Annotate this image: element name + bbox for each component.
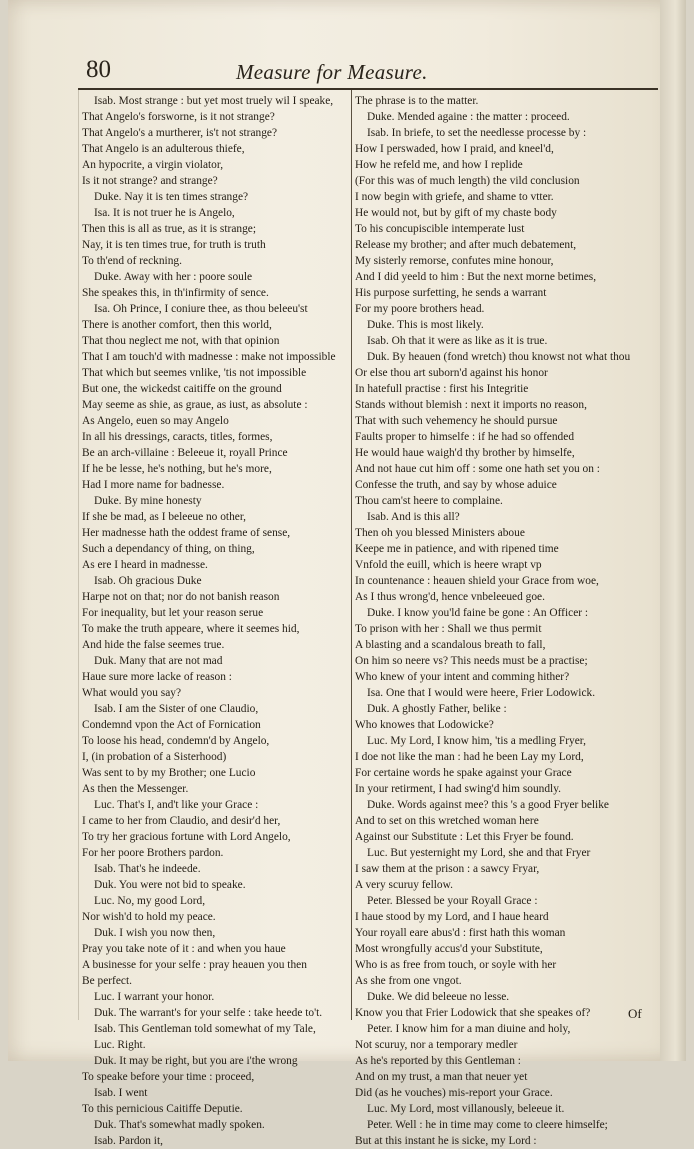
text-line: Peter. I know him for a man diuine and holy, — [367, 1023, 571, 1035]
text-line: But one, the wickedst caitiffe on the ground — [82, 383, 282, 395]
book-page — [8, 0, 686, 1147]
text-line: As I thus wrong'd, hence vnbeleeued goe. — [355, 591, 545, 603]
text-line: Was sent to by my Brother; one Lucio — [82, 767, 256, 779]
text-line: Luc. Right. — [94, 1039, 146, 1051]
text-line: Isab. I went — [94, 1087, 148, 1099]
text-line: I doe not like the man : had he been Lay my Lord, — [355, 751, 584, 763]
text-line: Is it not strange? and strange? — [82, 175, 218, 187]
right-text-column — [355, 93, 657, 1149]
text-line: For inequality, but let your reason serue — [82, 607, 264, 619]
text-line: In all his dressings, caracts, titles, formes, — [82, 431, 273, 443]
text-line: Pray you take note of it : and when you haue — [82, 943, 286, 955]
text-line: Then oh you blessed Ministers aboue — [355, 527, 525, 539]
text-line: Isab. Most strange : but yet most truely wil I speake, — [94, 95, 334, 107]
text-line: And I did yeeld to him : But the next morne betimes, — [355, 271, 597, 283]
text-line: Duke. Nay it is ten times strange? — [94, 191, 249, 203]
text-line: I came to her from Claudio, and desir'd her, — [82, 815, 281, 827]
text-line: Duke. Away with her : poore soule — [94, 271, 253, 283]
left-margin-rule — [78, 88, 79, 1020]
text-line: To loose his head, condemn'd by Angelo, — [82, 735, 270, 747]
text-line: As Angelo, euen so may Angelo — [82, 415, 229, 427]
text-line: Peter. Well : he in time may come to cleere himselfe; — [367, 1119, 608, 1131]
text-line: If he be lesse, he's nothing, but he's more, — [82, 463, 272, 475]
text-line: Had I more name for badnesse. — [82, 479, 225, 491]
text-line: Isab. Oh gracious Duke — [94, 575, 202, 587]
page-number: 80 — [86, 56, 111, 83]
text-line: For her poore Brothers pardon. — [82, 847, 224, 859]
text-line: His purpose surfetting, he sends a warrant — [355, 287, 547, 299]
text-line: Know you that Frier Lodowick that she speakes of? — [355, 1007, 591, 1019]
text-line: Vnfold the euill, which is heere wrapt vp — [355, 559, 542, 571]
text-line: (For this was of much length) the vild conclusion — [355, 175, 580, 187]
text-line: Isa. It is not truer he is Angelo, — [94, 207, 235, 219]
text-line: Against our Substitute : Let this Fryer be found. — [355, 831, 574, 843]
text-line: Not scuruy, nor a temporary medler — [355, 1039, 518, 1051]
text-line: A very scuruy fellow. — [355, 879, 453, 891]
text-line: Be perfect. — [82, 975, 132, 987]
text-line: She speakes this, in th'infirmity of sence. — [82, 287, 269, 299]
adjacent-page-edge — [660, 0, 686, 1061]
text-line: And on my trust, a man that neuer yet — [355, 1071, 528, 1083]
text-line: Luc. My Lord, most villanously, beleeue it. — [367, 1103, 565, 1115]
text-line: Luc. No, my good Lord, — [94, 895, 206, 907]
text-line: Then this is all as true, as it is strange; — [82, 223, 256, 235]
text-line: Duk. I wish you now then, — [94, 927, 216, 939]
text-line: Keepe me in patience, and with ripened time — [355, 543, 559, 555]
text-line: In countenance : heauen shield your Grace from woe, — [355, 575, 599, 587]
text-line: Isab. Pardon it, — [94, 1135, 163, 1147]
text-line: Duk. That's somewhat madly spoken. — [94, 1119, 265, 1131]
text-line: To this pernicious Caitiffe Deputie. — [82, 1103, 243, 1115]
text-line: That Angelo is an adulterous thiefe, — [82, 143, 245, 155]
text-line: That Angelo's forsworne, is it not strange? — [82, 111, 275, 123]
text-line: That thou neglect me not, with that opinion — [82, 335, 280, 347]
text-line: To th'end of reckning. — [82, 255, 182, 267]
text-line: To make the truth appeare, where it seemes hid, — [82, 623, 300, 635]
header-rule — [78, 88, 658, 90]
running-title: Measure for Measure. — [236, 60, 428, 84]
text-line: May seeme as shie, as graue, as iust, as absolute : — [82, 399, 308, 411]
text-line: Isab. Oh that it were as like as it is true. — [367, 335, 548, 347]
text-line: Nor wish'd to hold my peace. — [82, 911, 216, 923]
text-line: And to set on this wretched woman here — [355, 815, 539, 827]
text-line: For my poore brothers head. — [355, 303, 485, 315]
text-line: On him so neere vs? This needs must be a practise; — [355, 655, 588, 667]
text-line: That I am touch'd with madnesse : make not impossible — [82, 351, 336, 363]
text-line: Confesse the truth, and say by whose aduice — [355, 479, 557, 491]
text-line: Isa. Oh Prince, I coniure thee, as thou beleeu'st — [94, 303, 308, 315]
text-line: Luc. That's I, and't like your Grace : — [94, 799, 259, 811]
text-line: To prison with her : Shall we thus permit — [355, 623, 542, 635]
text-line: Thou cam'st heere to complaine. — [355, 495, 503, 507]
text-line: Luc. My Lord, I know him, 'tis a medling Fryer, — [367, 735, 586, 747]
text-line: I saw them at the prison : a sawcy Fryar, — [355, 863, 540, 875]
text-line: There is another comfort, then this world, — [82, 319, 272, 331]
text-line: Who is as free from touch, or soyle with her — [355, 959, 557, 971]
text-line: Duk. It may be right, but you are i'the wrong — [94, 1055, 298, 1067]
text-line: And hide the false seemes true. — [82, 639, 225, 651]
text-line: I now begin with griefe, and shame to vtter. — [355, 191, 554, 203]
text-line: In your retirment, I had swing'd him soundly. — [355, 783, 561, 795]
text-line: A businesse for your selfe : pray heauen you then — [82, 959, 307, 971]
text-line: Isa. One that I would were heere, Frier Lodowick. — [367, 687, 596, 699]
catchword: Of — [628, 1006, 642, 1021]
text-line: As she from one vngot. — [355, 975, 462, 987]
text-line: Such a dependancy of thing, on thing, — [82, 543, 255, 555]
text-line: Duk. You were not bid to speake. — [94, 879, 246, 891]
text-line: Your royall eare abus'd : first hath this woman — [355, 927, 566, 939]
text-line: Did (as he vouches) mis-report your Grace. — [355, 1087, 553, 1099]
text-line: He would haue waigh'd thy brother by himselfe, — [355, 447, 575, 459]
text-line: A blasting and a scandalous breath to fall, — [355, 639, 546, 651]
text-line: Luc. But yesternight my Lord, she and that Fryer — [367, 847, 591, 859]
text-line: Stands without blemish : next it imports no reason, — [355, 399, 587, 411]
text-line: Nay, it is ten times true, for truth is truth — [82, 239, 266, 251]
text-line: In hatefull practise : first his Integritie — [355, 383, 529, 395]
text-line: Who knew of your intent and comming hither? — [355, 671, 570, 683]
text-line: The phrase is to the matter. — [355, 95, 479, 107]
text-line: Isab. I am the Sister of one Claudio, — [94, 703, 259, 715]
text-line: I haue stood by my Lord, and I haue heard — [355, 911, 549, 923]
text-line: Luc. I warrant your honor. — [94, 991, 215, 1003]
left-text-column — [82, 93, 348, 1149]
text-line: Duke. We did beleeue no lesse. — [367, 991, 510, 1003]
text-line: If she be mad, as I beleeue no other, — [82, 511, 247, 523]
text-line: For certaine words he spake against your Grace — [355, 767, 572, 779]
text-line: How I perswaded, how I praid, and kneel'd, — [355, 143, 554, 155]
text-line: Duke. Mended againe : the matter : proceed. — [367, 111, 570, 123]
text-line: Peter. Blessed be your Royall Grace : — [367, 895, 538, 907]
text-line: That which but seemes vnlike, 'tis not impossible — [82, 367, 307, 379]
text-line: Duk. The warrant's for your selfe : take heede to't. — [94, 1007, 323, 1019]
text-line: That with such vehemency he should pursue — [355, 415, 558, 427]
text-line: He would not, but by gift of my chaste body — [355, 207, 557, 219]
text-line: Harpe not on that; nor do not banish reason — [82, 591, 280, 603]
text-line: To speake before your time : proceed, — [82, 1071, 255, 1083]
text-line: How he refeld me, and how I replide — [355, 159, 523, 171]
text-line: Isab. This Gentleman told somewhat of my Tale, — [94, 1023, 316, 1035]
text-line: My sisterly remorse, confutes mine honour, — [355, 255, 554, 267]
text-line: Or else thou art suborn'd against his honor — [355, 367, 548, 379]
text-line: Duk. Many that are not mad — [94, 655, 223, 667]
text-line: Duk. A ghostly Father, belike : — [367, 703, 507, 715]
text-line: An hypocrite, a virgin violator, — [82, 159, 224, 171]
text-line: Release my brother; and after much debatement, — [355, 239, 577, 251]
text-line: What would you say? — [82, 687, 182, 699]
text-line: Duke. I know you'ld faine be gone : An Officer : — [367, 607, 589, 619]
text-line: Most wrongfully accus'd your Substitute, — [355, 943, 543, 955]
column-divider — [351, 90, 352, 1020]
text-line: Duke. This is most likely. — [367, 319, 484, 331]
text-line: I, (in probation of a Sisterhood) — [82, 751, 227, 763]
text-line: Duke. Words against mee? this 's a good Fryer belike — [367, 799, 609, 811]
text-line: Isab. In briefe, to set the needlesse processe by : — [367, 127, 587, 139]
text-line: But at this instant he is sicke, my Lord : — [355, 1135, 537, 1147]
text-line: To try her gracious fortune with Lord Angelo, — [82, 831, 291, 843]
text-line: Be an arch-villaine : Beleeue it, royall Prince — [82, 447, 288, 459]
text-line: Duke. By mine honesty — [94, 495, 202, 507]
text-line: Her madnesse hath the oddest frame of sense, — [82, 527, 291, 539]
text-line: To his concupiscible intemperate lust — [355, 223, 525, 235]
text-line: Condemnd vpon the Act of Fornication — [82, 719, 261, 731]
page-header — [86, 56, 656, 88]
text-line: Haue sure more lacke of reason : — [82, 671, 232, 683]
text-line: And not haue cut him off : some one hath set you on : — [355, 463, 600, 475]
text-line: Who knowes that Lodowicke? — [355, 719, 494, 731]
text-line: Isab. And is this all? — [367, 511, 460, 523]
text-line: That Angelo's a murtherer, is't not strange? — [82, 127, 278, 139]
text-line: Faults proper to himselfe : if he had so offended — [355, 431, 575, 443]
text-line: As then the Messenger. — [82, 783, 189, 795]
text-line: Duk. By heauen (fond wretch) thou knowst not what thou — [367, 351, 631, 363]
text-line: As he's reported by this Gentleman : — [355, 1055, 521, 1067]
text-line: Isab. That's he indeede. — [94, 863, 201, 875]
text-line: As ere I heard in madnesse. — [82, 559, 208, 571]
